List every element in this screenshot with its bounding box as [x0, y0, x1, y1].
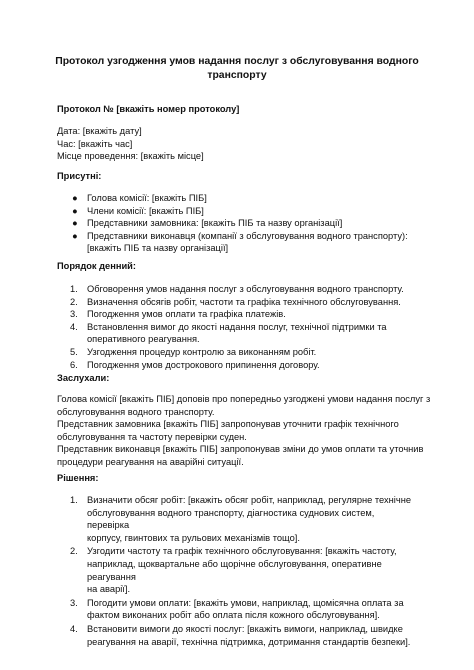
list-item-text: Члени комісії: [вкажіть ПІБ] [87, 205, 204, 216]
heard-line: процедури реагування на аварійні ситуації. [57, 456, 244, 467]
present-list [57, 192, 417, 255]
list-number: 2. [70, 546, 78, 557]
list-item-text: Визначення обсягів робіт, частоти та графіка технічного обслуговування. [87, 296, 401, 307]
agenda-list [57, 283, 417, 371]
list-item-text: Визначити обсяг робіт: [вкажіть обсяг робіт, наприклад, регулярне технічне [87, 495, 412, 505]
list-number: 3. [70, 309, 78, 320]
list-item [57, 321, 417, 346]
list-item-text: Погодження умов дострокового припинення договору. [87, 359, 320, 370]
meta-date: Дата: [вкажіть дату] [57, 126, 142, 136]
meta-block [57, 125, 422, 163]
list-item-text: Встановити вимоги до якості послуг: [вкажіть вимоги, наприклад, швидке [87, 623, 403, 634]
list-item-text: Представники виконавця (компанії з обслуговування водного транспорту): [87, 230, 408, 241]
list-number: 2. [70, 296, 78, 307]
heard-line: обслуговування та частоту перевірки суден. [57, 431, 247, 442]
list-number: 1. [70, 284, 78, 294]
list-item [57, 545, 417, 595]
list-number: 5. [70, 346, 78, 357]
list-item [57, 359, 417, 372]
list-item-text-cont: оперативного реагування. [87, 334, 200, 345]
bullet-icon: ● [72, 218, 78, 229]
bullet-icon: ● [72, 205, 78, 216]
list-item [57, 494, 417, 544]
list-item [57, 308, 417, 321]
list-number: 3. [70, 597, 78, 608]
list-item-text-cont: корпусу, гвинтових та рульових механізмів тощо]. [87, 532, 300, 543]
bullet-icon: ● [72, 193, 78, 203]
list-item [57, 623, 417, 648]
list-item-text: Встановлення вимог до якості надання послуг, технічної підтримки та [87, 321, 387, 332]
list-item [57, 597, 417, 622]
decisions-heading: Рішення: [57, 473, 99, 483]
list-item-text-cont: фактом виконаних робіт або оплата після кожного обслуговування]. [87, 610, 380, 621]
list-item-text: Погодження умов оплати та графіка платежів. [87, 309, 286, 320]
list-item [57, 205, 417, 218]
list-item-text: Голова комісії: [вкажіть ПІБ] [87, 193, 207, 203]
list-item-text-cont: наприклад, щоквартальне або щорічне обслуговування, оперативне реагування [87, 558, 382, 582]
list-number: 6. [70, 359, 78, 370]
list-item-text-cont: обслуговування водного транспорту, діагностика суднових систем, перевірка [87, 507, 375, 531]
list-number: 4. [70, 321, 78, 332]
list-item [57, 346, 417, 359]
heard-line: Голова комісії [вкажіть ПІБ] доповів про попередньо узгоджені умови надання послуг з [57, 394, 431, 404]
heard-heading: Заслухали: [57, 373, 110, 383]
meta-place: Місце проведення: [вкажіть місце] [57, 151, 204, 162]
protocol-number: Протокол № [вкажіть номер протоколу] [57, 104, 240, 114]
list-item [57, 192, 417, 205]
list-item-text: Узгодити частоту та графік технічного обслуговування: [вкажіть частоту, [87, 546, 397, 557]
list-item [57, 217, 417, 230]
meta-time: Час: [вкажіть час] [57, 138, 133, 149]
heard-line: Представник замовника [вкажіть ПІБ] запропонував уточнити графік технічного [57, 419, 399, 430]
list-item-text: Представники замовника: [вкажіть ПІБ та назву організації] [87, 218, 343, 229]
heard-line: Представник виконавця [вкажіть ПІБ] запропонував зміни до умов оплати та уточнив [57, 444, 424, 455]
title-line-1: Протокол узгодження умов надання послуг з обслуговування водного [55, 56, 419, 67]
list-number: 1. [70, 495, 78, 505]
list-item [57, 230, 417, 255]
heard-line: обслуговування водного транспорту. [57, 406, 215, 417]
list-item-text: Погодити умови оплати: [вкажіть умови, наприклад, щомісячна оплата за [87, 597, 404, 608]
list-item-text-cont: на аварії]. [87, 584, 131, 595]
list-item-text-cont: [вкажіть ПІБ та назву організації] [87, 243, 229, 254]
title-line-2: транспорту [207, 70, 267, 81]
agenda-heading: Порядок денний: [57, 261, 136, 271]
list-item [57, 296, 417, 309]
list-item-text: Обговорення умов надання послуг з обслуговування водного транспорту. [87, 284, 404, 294]
list-item-text: Узгодження процедур контролю за виконанням робіт. [87, 346, 317, 357]
present-heading: Присутні: [57, 171, 102, 181]
list-item-text-cont: реагування на аварії, технічна підтримка, дотримання стандартів безпеки]. [87, 636, 411, 647]
list-number: 4. [70, 623, 78, 634]
document-title [40, 55, 434, 83]
decisions-list [57, 494, 417, 648]
bullet-icon: ● [72, 230, 78, 241]
list-item [57, 283, 417, 296]
heard-block [57, 393, 431, 469]
